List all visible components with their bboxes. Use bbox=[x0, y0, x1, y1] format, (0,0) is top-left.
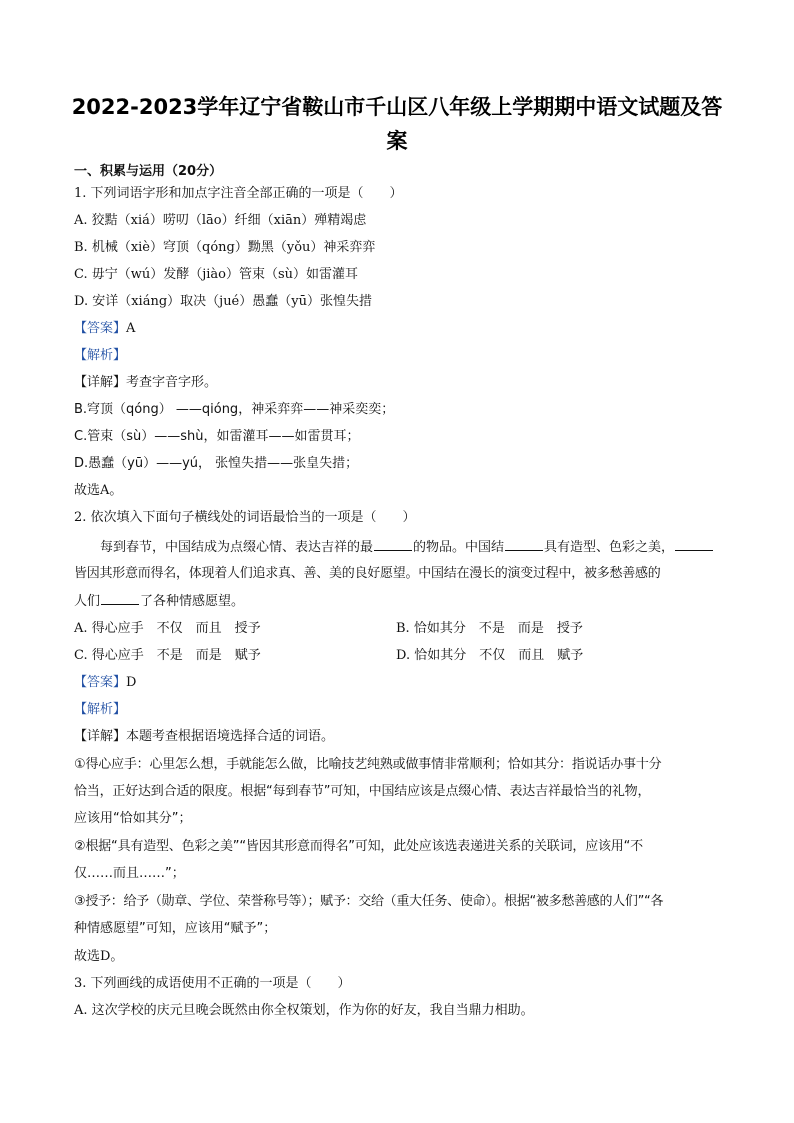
q1-option-d: D. 安详（xiáng）取决（jué）愚蠢（yū）张惶失措 bbox=[74, 294, 372, 309]
fill-blank bbox=[505, 538, 543, 551]
passage-text: 人们 bbox=[74, 594, 101, 609]
q2-option-d: D. 恰如其分 不仅 而且 赋予 bbox=[396, 648, 584, 663]
q1-option-a: A. 狡黠（xiá）唠叨（lāo）纤细（xiān）殚精竭虑 bbox=[74, 213, 367, 228]
answer-tag: 【答案】 bbox=[74, 321, 127, 336]
fill-blank bbox=[675, 538, 713, 551]
q2-explanation-line: 恰当，正好达到合适的限度。根据“每到春节”可知，中国结应该是点缀心情、表达吉祥最恰当的礼物， bbox=[74, 784, 651, 799]
q2-passage-line-3 bbox=[74, 592, 244, 611]
q1-detail-b: B.穹顶（qóng） ——qióng，神采弈弈——神采奕奕； bbox=[74, 402, 395, 417]
document-title bbox=[60, 90, 734, 158]
analysis-tag: 【解析】 bbox=[74, 348, 127, 363]
q1-analysis bbox=[74, 347, 126, 365]
q2-explanation-line: ③授予：给予（勋章、学位、荣誉称号等）；赋予：交给（重大任务、使命）。根据“被多愁善感的人们”“各 bbox=[74, 894, 664, 909]
q1-stem: 1. 下列词语字形和加点字注音全部正确的一项是（ ） bbox=[74, 186, 403, 201]
title-line-2: 案 bbox=[386, 129, 408, 153]
passage-text: 的物品。中国结 bbox=[413, 540, 505, 555]
title-line-1: 2022-2023学年辽宁省鞍山市千山区八年级上学期期中语文试题及答 bbox=[71, 95, 723, 119]
q2-detail bbox=[74, 728, 334, 746]
fill-blank bbox=[101, 592, 139, 605]
q2-answer bbox=[74, 674, 136, 692]
section-heading: 一、积累与运用（20分） bbox=[74, 164, 223, 179]
analysis-tag: 【解析】 bbox=[74, 702, 127, 717]
q1-option-c: C. 毋宁（wú）发酵（jiào）管束（sù）如雷灌耳 bbox=[74, 267, 359, 282]
q2-conclusion: 故选D。 bbox=[74, 949, 124, 964]
q2-passage-line-1 bbox=[100, 538, 714, 557]
q2-stem: 2. 依次填入下面句子横线处的词语最恰当的一项是（ ） bbox=[74, 510, 416, 525]
q2-explanation-line: 仅……而且……”； bbox=[74, 866, 185, 881]
answer-value: D bbox=[126, 675, 137, 690]
q2-explanation-line: ②根据“具有造型、色彩之美”“皆因其形意而得名”可知，此处应该选表递进关系的关联词，应该用“不 bbox=[74, 839, 643, 854]
q3-option-a: A. 这次学校的庆元旦晚会既然由你全权策划，作为你的好友，我自当鼎力相助。 bbox=[74, 1003, 534, 1018]
q2-explanation-line: 种情感愿望”可知，应该用“赋予”； bbox=[74, 921, 277, 936]
q2-analysis bbox=[74, 701, 126, 719]
detail-text: 本题考查根据语境选择合适的词语。 bbox=[126, 729, 335, 744]
answer-value: A bbox=[126, 321, 136, 336]
q2-option-b: B. 恰如其分 不是 而是 授予 bbox=[396, 621, 583, 636]
q2-explanation-line: ①得心应手：心里怎么想，手就能怎么做，比喻技艺纯熟或做事情非常顺利；恰如其分：指说话办事十分 bbox=[74, 757, 662, 772]
detail-tag: 【详解】 bbox=[74, 375, 127, 390]
fill-blank bbox=[374, 538, 412, 551]
q2-option-c: C. 得心应手 不是 而是 赋予 bbox=[74, 648, 261, 663]
q1-option-b: B. 机械（xiè）穹顶（qóng）黝黑（yǒu）神采弈弈 bbox=[74, 240, 376, 255]
passage-text: 了各种情感愿望。 bbox=[140, 594, 245, 609]
q1-detail-c: C.管束（sù）——shù，如雷灌耳——如雷贯耳； bbox=[74, 429, 360, 444]
q2-explanation-line: 应该用“恰如其分”； bbox=[74, 811, 192, 826]
passage-text: 每到春节，中国结成为点缀心情、表达吉祥的最 bbox=[100, 540, 374, 555]
detail-tag: 【详解】 bbox=[74, 729, 127, 744]
q1-conclusion: 故选A。 bbox=[74, 483, 123, 498]
q1-answer bbox=[74, 320, 135, 338]
q2-passage-line-2: 皆因其形意而得名，体现着人们追求真、善、美的良好愿望。中国结在漫长的演变过程中，被多愁善感的 bbox=[74, 566, 661, 581]
detail-text: 考查字音字形。 bbox=[126, 375, 218, 390]
q1-detail bbox=[74, 374, 217, 392]
answer-tag: 【答案】 bbox=[74, 675, 127, 690]
passage-text: 具有造型、色彩之美， bbox=[544, 540, 675, 555]
q1-detail-d: D.愚蠢（yū）——yú， 张惶失措——张皇失措； bbox=[74, 456, 359, 471]
q2-option-a: A. 得心应手 不仅 而且 授予 bbox=[74, 621, 261, 636]
q3-stem: 3. 下列画线的成语使用不正确的一项是（ ） bbox=[74, 976, 351, 991]
